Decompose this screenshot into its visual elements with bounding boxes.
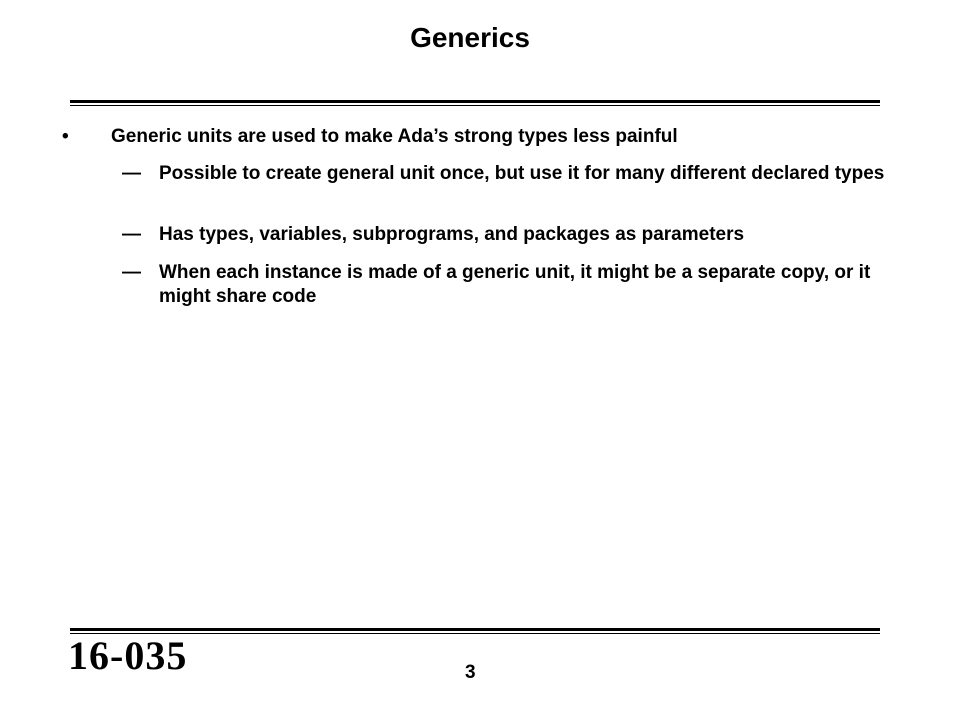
course-code: 16-035 — [68, 633, 188, 678]
dash-icon: — — [122, 262, 141, 283]
footer-divider-bottom-line — [70, 633, 880, 634]
dash-icon: — — [122, 163, 141, 184]
sub-bullet-text: Has types, variables, subprograms, and packages as parameters — [159, 224, 745, 245]
title-divider-bottom-line — [70, 105, 880, 106]
sub-bullet-text: Possible to create general unit once, but use it for many different declared types — [159, 163, 885, 184]
footer-divider-top-line — [70, 628, 880, 631]
bullet-icon: • — [62, 126, 69, 147]
title-divider-top-line — [70, 100, 880, 103]
dash-icon: — — [122, 224, 141, 245]
slide-title: Generics — [410, 22, 530, 53]
sub-bullet-text: When each instance is made of a generic unit, it might be a separate copy, or it might share code — [159, 262, 871, 307]
page-number: 3 — [465, 662, 476, 683]
main-bullet-text: Generic units are used to make Ada’s strong types less painful — [111, 126, 678, 147]
